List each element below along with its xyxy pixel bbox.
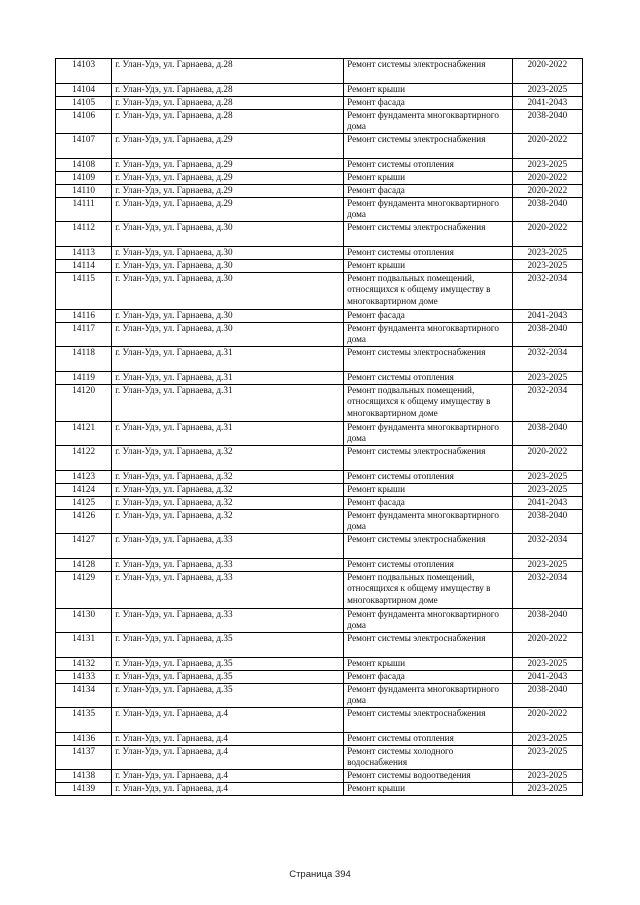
address-cell: г. Улан-Удэ, ул. Гарнаева, д.35 [112, 670, 344, 683]
address-cell: г. Улан-Удэ, ул. Гарнаева, д.33 [112, 608, 344, 633]
repair-schedule-table [55, 58, 583, 796]
period-cell: 2023-2025 [512, 783, 582, 796]
row-id-cell: 14120 [56, 384, 112, 421]
work-type-cell: Ремонт системы отопления [344, 558, 513, 571]
row-id-cell: 14105 [56, 96, 112, 109]
work-type-cell: Ремонт системы водоотведения [344, 770, 513, 783]
row-id-cell: 14107 [56, 134, 112, 159]
work-type-cell: Ремонт фасада [344, 309, 513, 322]
table-row [56, 158, 583, 171]
work-type-cell: Ремонт системы электроснабжения [344, 534, 513, 559]
period-cell: 2023-2025 [512, 246, 582, 259]
row-id-cell: 14112 [56, 222, 112, 247]
address-cell: г. Улан-Удэ, ул. Гарнаева, д.32 [112, 470, 344, 483]
work-type-cell: Ремонт системы электроснабжения [344, 347, 513, 372]
table-row [56, 309, 583, 322]
work-type-cell: Ремонт системы отопления [344, 246, 513, 259]
row-id-cell: 14124 [56, 483, 112, 496]
period-cell: 2023-2025 [512, 732, 582, 745]
period-cell: 2041-2043 [512, 496, 582, 509]
period-cell: 2038-2040 [512, 197, 582, 222]
address-cell: г. Улан-Удэ, ул. Гарнаева, д.28 [112, 96, 344, 109]
table-row [56, 608, 583, 633]
address-cell: г. Улан-Удэ, ул. Гарнаева, д.28 [112, 109, 344, 134]
table-row [56, 483, 583, 496]
work-type-cell: Ремонт фундамента многоквартирного дома [344, 421, 513, 446]
table-row [56, 783, 583, 796]
period-cell: 2020-2022 [512, 446, 582, 471]
work-type-cell: Ремонт системы электроснабжения [344, 222, 513, 247]
work-type-cell: Ремонт системы электроснабжения [344, 134, 513, 159]
period-cell: 2032-2034 [512, 347, 582, 372]
period-cell: 2023-2025 [512, 770, 582, 783]
address-cell: г. Улан-Удэ, ул. Гарнаева, д.4 [112, 770, 344, 783]
address-cell: г. Улан-Удэ, ул. Гарнаева, д.31 [112, 384, 344, 421]
period-cell: 2041-2043 [512, 96, 582, 109]
address-cell: г. Улан-Удэ, ул. Гарнаева, д.35 [112, 633, 344, 658]
work-type-cell: Ремонт системы электроснабжения [344, 708, 513, 733]
table-body [56, 59, 583, 796]
row-id-cell: 14133 [56, 670, 112, 683]
row-id-cell: 14117 [56, 322, 112, 347]
work-type-cell: Ремонт фундамента многоквартирного дома [344, 608, 513, 633]
address-cell: г. Улан-Удэ, ул. Гарнаева, д.29 [112, 197, 344, 222]
address-cell: г. Улан-Удэ, ул. Гарнаева, д.29 [112, 134, 344, 159]
address-cell: г. Улан-Удэ, ул. Гарнаева, д.4 [112, 708, 344, 733]
row-id-cell: 14139 [56, 783, 112, 796]
row-id-cell: 14114 [56, 259, 112, 272]
work-type-cell: Ремонт фасада [344, 496, 513, 509]
work-type-cell: Ремонт фундамента многоквартирного дома [344, 109, 513, 134]
table-row [56, 683, 583, 708]
row-id-cell: 14106 [56, 109, 112, 134]
address-cell: г. Улан-Удэ, ул. Гарнаева, д.30 [112, 322, 344, 347]
row-id-cell: 14131 [56, 633, 112, 658]
table-row [56, 322, 583, 347]
address-cell: г. Улан-Удэ, ул. Гарнаева, д.31 [112, 347, 344, 372]
table-row [56, 109, 583, 134]
period-cell: 2038-2040 [512, 683, 582, 708]
table-row [56, 184, 583, 197]
table-row [56, 96, 583, 109]
work-type-cell: Ремонт фундамента многоквартирного дома [344, 509, 513, 534]
table-row [56, 446, 583, 471]
work-type-cell: Ремонт системы электроснабжения [344, 633, 513, 658]
address-cell: г. Улан-Удэ, ул. Гарнаева, д.30 [112, 259, 344, 272]
work-type-cell: Ремонт системы отопления [344, 470, 513, 483]
address-cell: г. Улан-Удэ, ул. Гарнаева, д.33 [112, 558, 344, 571]
address-cell: г. Улан-Удэ, ул. Гарнаева, д.32 [112, 446, 344, 471]
work-type-cell: Ремонт подвальных помещений, относящихся к общему имуществу в многоквартирном доме [344, 571, 513, 608]
row-id-cell: 14135 [56, 708, 112, 733]
row-id-cell: 14123 [56, 470, 112, 483]
row-id-cell: 14113 [56, 246, 112, 259]
row-id-cell: 14103 [56, 59, 112, 84]
period-cell: 2041-2043 [512, 309, 582, 322]
period-cell: 2020-2022 [512, 222, 582, 247]
period-cell: 2038-2040 [512, 421, 582, 446]
row-id-cell: 14137 [56, 745, 112, 770]
period-cell: 2023-2025 [512, 371, 582, 384]
address-cell: г. Улан-Удэ, ул. Гарнаева, д.4 [112, 783, 344, 796]
work-type-cell: Ремонт системы отопления [344, 158, 513, 171]
address-cell: г. Улан-Удэ, ул. Гарнаева, д.33 [112, 571, 344, 608]
table-row [56, 259, 583, 272]
table-row [56, 197, 583, 222]
row-id-cell: 14122 [56, 446, 112, 471]
work-type-cell: Ремонт фасада [344, 184, 513, 197]
row-id-cell: 14121 [56, 421, 112, 446]
row-id-cell: 14125 [56, 496, 112, 509]
work-type-cell: Ремонт крыши [344, 657, 513, 670]
address-cell: г. Улан-Удэ, ул. Гарнаева, д.30 [112, 272, 344, 309]
address-cell: г. Улан-Удэ, ул. Гарнаева, д.30 [112, 222, 344, 247]
period-cell: 2020-2022 [512, 708, 582, 733]
address-cell: г. Улан-Удэ, ул. Гарнаева, д.29 [112, 171, 344, 184]
period-cell: 2023-2025 [512, 745, 582, 770]
row-id-cell: 14110 [56, 184, 112, 197]
table-row [56, 670, 583, 683]
row-id-cell: 14138 [56, 770, 112, 783]
period-cell: 2032-2034 [512, 571, 582, 608]
work-type-cell: Ремонт крыши [344, 83, 513, 96]
table-row [56, 222, 583, 247]
address-cell: г. Улан-Удэ, ул. Гарнаева, д.33 [112, 534, 344, 559]
row-id-cell: 14126 [56, 509, 112, 534]
period-cell: 2023-2025 [512, 558, 582, 571]
table-row [56, 470, 583, 483]
period-cell: 2038-2040 [512, 322, 582, 347]
address-cell: г. Улан-Удэ, ул. Гарнаева, д.31 [112, 371, 344, 384]
table-row [56, 558, 583, 571]
period-cell: 2020-2022 [512, 134, 582, 159]
row-id-cell: 14132 [56, 657, 112, 670]
address-cell: г. Улан-Удэ, ул. Гарнаева, д.32 [112, 509, 344, 534]
work-type-cell: Ремонт фасада [344, 670, 513, 683]
row-id-cell: 14128 [56, 558, 112, 571]
table-row [56, 59, 583, 84]
period-cell: 2020-2022 [512, 171, 582, 184]
table-row [56, 371, 583, 384]
table-row [56, 509, 583, 534]
address-cell: г. Улан-Удэ, ул. Гарнаева, д.30 [112, 309, 344, 322]
row-id-cell: 14134 [56, 683, 112, 708]
address-cell: г. Улан-Удэ, ул. Гарнаева, д.4 [112, 732, 344, 745]
period-cell: 2023-2025 [512, 259, 582, 272]
period-cell: 2032-2034 [512, 384, 582, 421]
period-cell: 2041-2043 [512, 670, 582, 683]
work-type-cell: Ремонт системы электроснабжения [344, 59, 513, 84]
work-type-cell: Ремонт системы отопления [344, 732, 513, 745]
table-row [56, 745, 583, 770]
row-id-cell: 14119 [56, 371, 112, 384]
period-cell: 2023-2025 [512, 470, 582, 483]
table-row [56, 770, 583, 783]
address-cell: г. Улан-Удэ, ул. Гарнаева, д.28 [112, 59, 344, 84]
period-cell: 2023-2025 [512, 83, 582, 96]
address-cell: г. Улан-Удэ, ул. Гарнаева, д.29 [112, 184, 344, 197]
address-cell: г. Улан-Удэ, ул. Гарнаева, д.30 [112, 246, 344, 259]
table-row [56, 246, 583, 259]
period-cell: 2032-2034 [512, 534, 582, 559]
row-id-cell: 14111 [56, 197, 112, 222]
row-id-cell: 14118 [56, 347, 112, 372]
work-type-cell: Ремонт системы электроснабжения [344, 446, 513, 471]
table-row [56, 708, 583, 733]
work-type-cell: Ремонт крыши [344, 259, 513, 272]
period-cell: 2023-2025 [512, 158, 582, 171]
work-type-cell: Ремонт системы отопления [344, 371, 513, 384]
work-type-cell: Ремонт фундамента многоквартирного дома [344, 322, 513, 347]
table-row [56, 571, 583, 608]
address-cell: г. Улан-Удэ, ул. Гарнаева, д.32 [112, 496, 344, 509]
page-number: Страница 394 [289, 869, 351, 880]
period-cell: 2023-2025 [512, 483, 582, 496]
row-id-cell: 14116 [56, 309, 112, 322]
table-row [56, 496, 583, 509]
period-cell: 2038-2040 [512, 109, 582, 134]
address-cell: г. Улан-Удэ, ул. Гарнаева, д.35 [112, 683, 344, 708]
table-row [56, 83, 583, 96]
table-row [56, 534, 583, 559]
period-cell: 2038-2040 [512, 608, 582, 633]
table-row [56, 732, 583, 745]
work-type-cell: Ремонт крыши [344, 483, 513, 496]
work-type-cell: Ремонт крыши [344, 783, 513, 796]
row-id-cell: 14115 [56, 272, 112, 309]
work-type-cell: Ремонт крыши [344, 171, 513, 184]
address-cell: г. Улан-Удэ, ул. Гарнаева, д.35 [112, 657, 344, 670]
period-cell: 2023-2025 [512, 657, 582, 670]
row-id-cell: 14136 [56, 732, 112, 745]
period-cell: 2038-2040 [512, 509, 582, 534]
work-type-cell: Ремонт фундамента многоквартирного дома [344, 197, 513, 222]
row-id-cell: 14130 [56, 608, 112, 633]
row-id-cell: 14108 [56, 158, 112, 171]
address-cell: г. Улан-Удэ, ул. Гарнаева, д.31 [112, 421, 344, 446]
period-cell: 2020-2022 [512, 633, 582, 658]
row-id-cell: 14129 [56, 571, 112, 608]
period-cell: 2020-2022 [512, 184, 582, 197]
work-type-cell: Ремонт фасада [344, 96, 513, 109]
table-row [56, 272, 583, 309]
work-type-cell: Ремонт фундамента многоквартирного дома [344, 683, 513, 708]
table-row [56, 633, 583, 658]
table-row [56, 384, 583, 421]
row-id-cell: 14109 [56, 171, 112, 184]
table-row [56, 347, 583, 372]
row-id-cell: 14104 [56, 83, 112, 96]
table-row [56, 657, 583, 670]
address-cell: г. Улан-Удэ, ул. Гарнаева, д.4 [112, 745, 344, 770]
table-row [56, 421, 583, 446]
table-row [56, 171, 583, 184]
period-cell: 2020-2022 [512, 59, 582, 84]
address-cell: г. Улан-Удэ, ул. Гарнаева, д.29 [112, 158, 344, 171]
address-cell: г. Улан-Удэ, ул. Гарнаева, д.32 [112, 483, 344, 496]
address-cell: г. Улан-Удэ, ул. Гарнаева, д.28 [112, 83, 344, 96]
work-type-cell: Ремонт подвальных помещений, относящихся к общему имуществу в многоквартирном доме [344, 272, 513, 309]
period-cell: 2032-2034 [512, 272, 582, 309]
table-row [56, 134, 583, 159]
work-type-cell: Ремонт системы холодного водоснабжения [344, 745, 513, 770]
row-id-cell: 14127 [56, 534, 112, 559]
work-type-cell: Ремонт подвальных помещений, относящихся к общему имуществу в многоквартирном доме [344, 384, 513, 421]
